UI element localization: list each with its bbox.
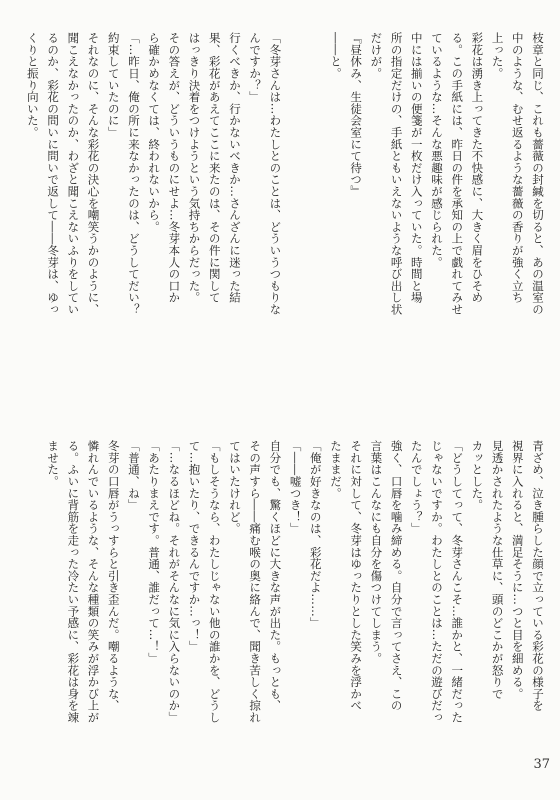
text-line: 「俺が好きなのは、彩花だよ……」 [308, 440, 323, 629]
text-line: 枝章と同じ、これも薔薇の封緘を切ると、あの温室の [531, 32, 545, 316]
text-line: 「どうしてって、冬芽さんこそ…誰かと、一緒だった [450, 440, 465, 724]
text-line: 「――嘘つき！」 [288, 440, 303, 535]
text-line: 所の指定だけの、手紙ともいえないような呼び出し状 [389, 32, 404, 316]
text-line: くりと振り向いた。 [25, 32, 40, 139]
text-line: ら確かめなくては、終われないから。 [147, 32, 162, 233]
text-line: てはいたけれど。 [227, 440, 242, 535]
text-line: 自分でも、驚くほどに大きな声が出た。もっとも、 [268, 440, 283, 712]
text-line: その声すら――痛む喉の奥に絡んで、聞き苦しく掠れ [248, 440, 263, 724]
text-line: 強く、口唇を噛み締める。自分で言ってさえ、この [389, 440, 404, 712]
text-column-top [23, 32, 548, 372]
text-line: 「普通、ね」 [126, 440, 141, 511]
text-line: 「もしそうなら、わたしじゃない他の誰かを、どうし [207, 440, 222, 724]
text-line: カッとした。 [470, 440, 485, 511]
text-line: る。この手紙には、昨日の件を承知の上で戯れてみせ [450, 32, 465, 316]
text-line: 言葉はこんなにも自分を傷つけてしまう。 [369, 440, 384, 665]
text-line: ませた。 [46, 440, 61, 488]
text-line: 「…昨日、俺の所に来なかったのは、どうしてだい？ [126, 32, 141, 316]
text-line: 『昼休み、生徒会室にて待つ』 [349, 32, 364, 198]
text-line: だけが。 [369, 32, 384, 80]
text-line: たままだ。 [328, 440, 343, 499]
text-line: じゃないですか。わたしとのことは…ただの遊びだっ [429, 440, 444, 724]
text-line: 彩花は湧き上ってきた不快感に、大きく眉をひそめ [470, 32, 485, 304]
text-line [285, 32, 305, 372]
text-line: るのか、彩花の問いに問いで返して――冬芽は、ゆっ [46, 32, 61, 316]
text-line: 憐れんでいるような、そんな種類の笑みが浮かび上が [86, 440, 101, 724]
text-line [306, 32, 326, 372]
text-line: 視界に入れると、満足そうに…つと目を細める。 [510, 440, 525, 700]
text-line: 「…なるほどね。それがそんなに気に入らないのか」 [167, 440, 182, 724]
text-line: たんでしょう？」 [409, 440, 424, 535]
text-line: ているような…そんな悪趣味が感じられた。 [429, 32, 444, 268]
text-line: 「冬芽さんは…わたしとのことは、どういうつもりな [268, 32, 283, 316]
text-line: それなのに、そんな彩花の決心を嘲笑うかのように、 [86, 32, 101, 316]
page-number: 37 [533, 757, 550, 772]
text-line: 行くべきか、行かないべきか…さんざんに迷った結 [227, 32, 242, 304]
text-line: 果、彩花があえてここに来たのは、その件に関して [207, 32, 222, 304]
text-column-bottom [43, 440, 548, 770]
text-line: 「あたりまえです。普通、誰だって…！」 [147, 440, 162, 665]
text-line: 冬芽の口唇がうっすらと引き歪んだ。嘲るような、 [106, 440, 121, 712]
text-line: はっきり決着をつけようという気持ちからだった。 [187, 32, 202, 304]
text-line: 約束していたのに」 [106, 32, 121, 139]
text-line: る。ふいに背筋を走った冷たい予感に、彩花は身を竦 [66, 440, 81, 724]
text-line: それに対して、冬芽はゆったりとした笑みを浮かべ [349, 440, 364, 712]
text-line: ――と。 [328, 32, 343, 80]
text-line: 中のような、むせ返るような薔薇の香りが強く立ち [510, 32, 525, 304]
text-line: 青ざめ、泣き腫らした顔で立っている彩花の様子を [531, 440, 545, 712]
text-line: て…抱いたり、できるんですか…っ！」 [187, 440, 202, 653]
text-line: 見透かされたような仕草に、頭のどこかが怒りで [490, 440, 505, 700]
text-line: んですか？」 [248, 32, 263, 103]
text-line: 上った。 [490, 32, 505, 80]
text-line: その答えが、どういうものにせよ…冬芽本人の口か [167, 32, 182, 304]
text-line: 中には揃いの便箋が一枚だけ入っていた。時間と場 [409, 32, 424, 304]
text-line: 聞こえなかったのか、わざと聞こえないふりをしてい [66, 32, 81, 316]
